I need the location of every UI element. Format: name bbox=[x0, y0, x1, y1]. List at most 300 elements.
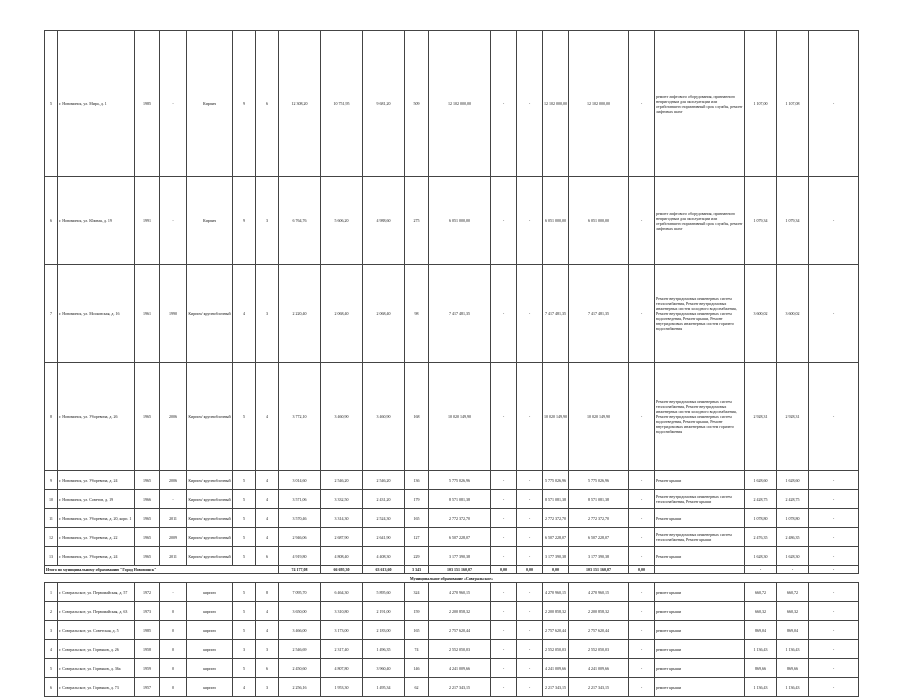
cell-residents: 324 bbox=[405, 583, 429, 602]
cell-floors: 5 bbox=[233, 490, 256, 509]
cell-fund-other: - bbox=[629, 471, 655, 490]
cell-repair-cost: 5 775 026,96 bbox=[429, 471, 491, 490]
cell-floors: 9 bbox=[233, 31, 256, 177]
cell-fund-owners: 7 417 481,35 bbox=[569, 265, 629, 363]
cell-entrances: 4 bbox=[256, 528, 279, 547]
cell-area-residential: 1 495,34 bbox=[363, 678, 405, 697]
cell-fund-federal: - bbox=[491, 363, 517, 471]
cell-repair-cost: 2 772 372,70 bbox=[429, 509, 491, 528]
cell-fund-other: - bbox=[629, 265, 655, 363]
cell-work-types: Ремонт внутридомовых инженерных систем теплоснабжения, Ремонт внутридомовых инженерных систем холодного водоснабжения, Ремонт внутридомовых инженерных систем водоотведения, Ремонт крыши, Ремонт внутридомовых инженерных систем горячего водоснабжения bbox=[655, 265, 745, 363]
cell-repair-cost: 2 217 343,15 bbox=[429, 678, 491, 697]
cell-address: г. Новоминск, ул. Московская, д. 16 bbox=[58, 265, 135, 363]
cell-wall-material: Кирпич/ крупноблочный bbox=[187, 547, 233, 566]
cell-fund-regional: - bbox=[517, 490, 543, 509]
cell-area-residential: 2 524,30 bbox=[363, 509, 405, 528]
cell-fund-federal: - bbox=[491, 583, 517, 602]
cell-row-number: 7 bbox=[45, 265, 58, 363]
cell-unit-cost: 3 600,02 bbox=[745, 265, 777, 363]
cell-fund-federal: - bbox=[491, 31, 517, 177]
cell-row-number: 4 bbox=[45, 640, 58, 659]
cell-area-residential: 2 431,20 bbox=[363, 490, 405, 509]
cell-limit-cost: 1 107,08 bbox=[777, 31, 809, 177]
cell-repair-cost: 2 552 050,03 bbox=[429, 640, 491, 659]
cell-entrances: 3 bbox=[256, 640, 279, 659]
total-fund-2: 0,00 bbox=[517, 566, 543, 574]
cell-work-types: ремонт крыши bbox=[655, 678, 745, 697]
cell-fund-other: - bbox=[629, 528, 655, 547]
cell-wall-material: кирпич bbox=[187, 678, 233, 697]
cell-fund-regional: - bbox=[517, 528, 543, 547]
cell-address: г. Новоминск, ул. Уборевича, д. 26 bbox=[58, 363, 135, 471]
cell-wall-material: Кирпич bbox=[187, 31, 233, 177]
cell-entrances: 3 bbox=[256, 177, 279, 265]
table-row bbox=[45, 528, 859, 547]
cell-fund-other: - bbox=[629, 547, 655, 566]
cell-unit-cost: 1 107,00 bbox=[745, 31, 777, 177]
cell-fund-local: 10 020 149,90 bbox=[543, 363, 569, 471]
cell-planned-date: - bbox=[809, 640, 859, 659]
cell-total-area: 2 450,60 bbox=[279, 659, 321, 678]
cell-planned-date: - bbox=[809, 659, 859, 678]
cell-row-number: 3 bbox=[45, 621, 58, 640]
cell-wall-material: кирпич bbox=[187, 602, 233, 621]
cell-work-types: Ремонт внутридомовых инженерных систем теплоснабжения, Ремонт крыши bbox=[655, 490, 745, 509]
cell-area-residential: 3 460,90 bbox=[363, 363, 405, 471]
cell-fund-federal: - bbox=[491, 547, 517, 566]
cell-residents: 159 bbox=[405, 602, 429, 621]
cell-fund-owners: 2 772 372,70 bbox=[569, 509, 629, 528]
cell-fund-other: - bbox=[629, 602, 655, 621]
cell-unit-cost: 2 476,35 bbox=[745, 528, 777, 547]
cell-year-renovated: 1990 bbox=[160, 265, 187, 363]
cell-total-area: 3 466,00 bbox=[279, 621, 321, 640]
register-sheet bbox=[44, 30, 858, 697]
cell-wall-material: Кирпич/ крупноблочный bbox=[187, 509, 233, 528]
cell-work-types: Ремонт внутридомовых инженерных систем теплоснабжения, Ремонт крыши bbox=[655, 528, 745, 547]
cell-wall-material: кирпич bbox=[187, 621, 233, 640]
cell-year-renovated: 2006 bbox=[160, 471, 187, 490]
cell-area-premises: 3 332,50 bbox=[321, 490, 363, 509]
cell-area-premises: 5 606,20 bbox=[321, 177, 363, 265]
cell-fund-other: - bbox=[629, 509, 655, 528]
cell-year-built: 1957 bbox=[135, 678, 160, 697]
cell-year-built: 1966 bbox=[135, 490, 160, 509]
cell-limit-cost: 1 079,34 bbox=[777, 177, 809, 265]
cell-year-built: 1958 bbox=[135, 640, 160, 659]
cell-unit-cost: 1 136,43 bbox=[745, 640, 777, 659]
cell-entrances: 6 bbox=[256, 547, 279, 566]
cell-fund-federal: - bbox=[491, 621, 517, 640]
cell-work-types: ремонт крыши bbox=[655, 640, 745, 659]
cell-wall-material: Кирпич/ крупноблочный bbox=[187, 528, 233, 547]
cell-total-area: 3 772,10 bbox=[279, 363, 321, 471]
table-row bbox=[45, 640, 859, 659]
cell-fund-federal: - bbox=[491, 659, 517, 678]
cell-fund-federal: - bbox=[491, 678, 517, 697]
table-row bbox=[45, 490, 859, 509]
cell-year-renovated: 0 bbox=[160, 659, 187, 678]
cell-repair-cost: 2 757 620,44 bbox=[429, 621, 491, 640]
cell-unit-cost: 660,32 bbox=[745, 602, 777, 621]
table-row bbox=[45, 547, 859, 566]
cell-fund-local: 2 772 372,70 bbox=[543, 509, 569, 528]
table-row bbox=[45, 471, 859, 490]
cell-year-renovated: 0 bbox=[160, 678, 187, 697]
cell-fund-local: 2 217 343,15 bbox=[543, 678, 569, 697]
cell-floors: 5 bbox=[233, 363, 256, 471]
cell-fund-federal: - bbox=[491, 471, 517, 490]
total-sum: 103 151 160,07 bbox=[429, 566, 491, 574]
cell-area-residential: 2 191,00 bbox=[363, 602, 405, 621]
cell-residents: 136 bbox=[405, 471, 429, 490]
cell-year-built: 1985 bbox=[135, 31, 160, 177]
cell-unit-cost: 1 136,43 bbox=[745, 678, 777, 697]
cell-area-residential: 4 408,30 bbox=[363, 547, 405, 566]
cell-row-number: 9 bbox=[45, 471, 58, 490]
table-row bbox=[45, 583, 859, 602]
cell-area-residential: 1 496,35 bbox=[363, 640, 405, 659]
cell-fund-regional: - bbox=[517, 583, 543, 602]
total-cost-2: - bbox=[777, 566, 809, 574]
cell-area-residential: 9 681,20 bbox=[363, 31, 405, 177]
cell-fund-federal: - bbox=[491, 265, 517, 363]
cell-area-residential: 4 988,60 bbox=[363, 177, 405, 265]
total-residents: 3 343 bbox=[405, 566, 429, 574]
cell-wall-material: Кирпич/ крупноблочный bbox=[187, 471, 233, 490]
cell-row-number: 11 bbox=[45, 509, 58, 528]
cell-area-premises: 2 687,90 bbox=[321, 528, 363, 547]
total-area-1: 74 177,08 bbox=[279, 566, 321, 574]
cell-fund-other: - bbox=[629, 678, 655, 697]
cell-wall-material: Кирпич/ крупноблочный bbox=[187, 490, 233, 509]
cell-wall-material: кирпич bbox=[187, 640, 233, 659]
cell-area-residential: 2 183,00 bbox=[363, 621, 405, 640]
cell-area-premises: 2 317,40 bbox=[321, 640, 363, 659]
cell-entrances: 4 bbox=[256, 602, 279, 621]
cell-unit-cost: 1 628,30 bbox=[745, 547, 777, 566]
cell-fund-regional: - bbox=[517, 659, 543, 678]
cell-area-premises: 4 807,80 bbox=[321, 659, 363, 678]
cell-fund-owners: 10 020 149,90 bbox=[569, 363, 629, 471]
cell-fund-regional: - bbox=[517, 363, 543, 471]
cell-row-number: 2 bbox=[45, 602, 58, 621]
cell-work-types: Ремонт крыши bbox=[655, 471, 745, 490]
cell-year-renovated: 0 bbox=[160, 621, 187, 640]
cell-year-built: 1959 bbox=[135, 659, 160, 678]
cell-total-area: 2 220,40 bbox=[279, 265, 321, 363]
cell-unit-cost: 1 078,80 bbox=[745, 509, 777, 528]
cell-floors: 5 bbox=[233, 621, 256, 640]
cell-limit-cost: 869,66 bbox=[777, 659, 809, 678]
cell-fund-local: 6 051 000,00 bbox=[543, 177, 569, 265]
cell-unit-cost: 869,04 bbox=[745, 621, 777, 640]
cell-wall-material: кирпич bbox=[187, 583, 233, 602]
table-row bbox=[45, 509, 859, 528]
cell-fund-owners: 2 757 620,44 bbox=[569, 621, 629, 640]
cell-area-premises: 10 751,95 bbox=[321, 31, 363, 177]
cell-planned-date: - bbox=[809, 177, 859, 265]
cell-fund-other: - bbox=[629, 621, 655, 640]
cell-address: г. Новоминск, ул. Уборевича, д. 24 bbox=[58, 471, 135, 490]
cell-work-types: Ремонт крыши bbox=[655, 547, 745, 566]
cell-address: г. Совгральское, ул. Первомайская, д. 57 bbox=[58, 583, 135, 602]
total-label: Итого по муниципальному образованию "Город Новоминск" bbox=[45, 566, 279, 574]
table-total-section bbox=[45, 566, 859, 583]
cell-fund-regional: - bbox=[517, 640, 543, 659]
table-row bbox=[45, 602, 859, 621]
cell-fund-local: 5 775 026,96 bbox=[543, 471, 569, 490]
cell-year-built: 1973 bbox=[135, 602, 160, 621]
cell-entrances: 6 bbox=[256, 659, 279, 678]
cell-planned-date: - bbox=[809, 602, 859, 621]
cell-floors: 5 bbox=[233, 659, 256, 678]
cell-area-premises: 3 173,00 bbox=[321, 621, 363, 640]
cell-year-renovated: - bbox=[160, 177, 187, 265]
cell-fund-other: - bbox=[629, 363, 655, 471]
cell-unit-cost: 2 928,31 bbox=[745, 363, 777, 471]
cell-address: г. Новоминск, ул. Южная, д. 19 bbox=[58, 177, 135, 265]
cell-limit-cost: 660,72 bbox=[777, 583, 809, 602]
cell-planned-date: - bbox=[809, 265, 859, 363]
cell-year-renovated: 0 bbox=[160, 640, 187, 659]
cell-year-renovated: - bbox=[160, 31, 187, 177]
cell-total-area: 2 546,69 bbox=[279, 640, 321, 659]
cell-total-area: 2 256,16 bbox=[279, 678, 321, 697]
cell-fund-regional: - bbox=[517, 547, 543, 566]
table-section-novominsk bbox=[45, 31, 859, 566]
cell-planned-date: - bbox=[809, 547, 859, 566]
cell-planned-date: - bbox=[809, 490, 859, 509]
cell-wall-material: Кирпич/ крупноблочный bbox=[187, 265, 233, 363]
cell-limit-cost: 869,04 bbox=[777, 621, 809, 640]
cell-floors: 9 bbox=[233, 177, 256, 265]
cell-area-residential: 2 641,90 bbox=[363, 528, 405, 547]
cell-fund-owners: 8 571 081,38 bbox=[569, 490, 629, 509]
total-fund-1: 0,00 bbox=[491, 566, 517, 574]
cell-floors: 5 bbox=[233, 528, 256, 547]
cell-fund-federal: - bbox=[491, 528, 517, 547]
cell-fund-owners: 6 507 228,07 bbox=[569, 528, 629, 547]
total-area-3: 63 613,60 bbox=[363, 566, 405, 574]
cell-planned-date: - bbox=[809, 363, 859, 471]
total-area-2: 66 695,30 bbox=[321, 566, 363, 574]
cell-year-built: 1965 bbox=[135, 528, 160, 547]
cell-fund-local: 6 507 228,07 bbox=[543, 528, 569, 547]
cell-work-types: ремонт крыши bbox=[655, 621, 745, 640]
cell-fund-local: 2 757 620,44 bbox=[543, 621, 569, 640]
cell-repair-cost: 6 507 228,07 bbox=[429, 528, 491, 547]
cell-row-number: 5 bbox=[45, 31, 58, 177]
cell-repair-cost: 4 270 960,15 bbox=[429, 583, 491, 602]
cell-unit-cost: 1 628,60 bbox=[745, 471, 777, 490]
cell-work-types: ремонт крыши bbox=[655, 602, 745, 621]
cell-planned-date: - bbox=[809, 528, 859, 547]
repair-register-table bbox=[44, 30, 859, 697]
cell-address: г. Новоминск, ул. Уборевича, д. 22 bbox=[58, 528, 135, 547]
cell-wall-material: кирпич bbox=[187, 659, 233, 678]
cell-limit-cost: 1 628,60 bbox=[777, 471, 809, 490]
cell-fund-owners: 5 775 026,96 bbox=[569, 471, 629, 490]
cell-residents: 146 bbox=[405, 659, 429, 678]
cell-repair-cost: 6 051 000,00 bbox=[429, 177, 491, 265]
cell-fund-regional: - bbox=[517, 509, 543, 528]
cell-fund-regional: - bbox=[517, 621, 543, 640]
cell-total-area: 3 570,46 bbox=[279, 509, 321, 528]
cell-fund-owners: 2 217 343,15 bbox=[569, 678, 629, 697]
cell-year-built: 1965 bbox=[135, 509, 160, 528]
cell-area-residential: 2 546,20 bbox=[363, 471, 405, 490]
cell-work-types: Ремонт внутридомовых инженерных систем теплоснабжения, Ремонт внутридомовых инженерных систем холодного водоснабжения, Ремонт внутридомовых инженерных систем водоотведения, Ремонт крыши, Ремонт внутридомовых инженерных систем горячего водоснабжения bbox=[655, 363, 745, 471]
cell-fund-regional: - bbox=[517, 678, 543, 697]
cell-area-residential: 2 068,40 bbox=[363, 265, 405, 363]
cell-year-built: 1972 bbox=[135, 583, 160, 602]
cell-repair-cost: 10 020 149,90 bbox=[429, 363, 491, 471]
cell-year-renovated: 2011 bbox=[160, 547, 187, 566]
cell-planned-date: - bbox=[809, 471, 859, 490]
cell-address: г. Совгральское, ул. Первомайская, д. 63 bbox=[58, 602, 135, 621]
cell-year-built: 1991 bbox=[135, 177, 160, 265]
cell-year-renovated: 2009 bbox=[160, 528, 187, 547]
cell-fund-regional: - bbox=[517, 602, 543, 621]
cell-limit-cost: 1 136,43 bbox=[777, 640, 809, 659]
cell-year-renovated: 0 bbox=[160, 602, 187, 621]
cell-residents: 229 bbox=[405, 547, 429, 566]
cell-total-area: 3 014,60 bbox=[279, 471, 321, 490]
cell-area-premises: 3 460,90 bbox=[321, 363, 363, 471]
cell-repair-cost: 12 102 000,00 bbox=[429, 31, 491, 177]
cell-entrances: 6 bbox=[256, 31, 279, 177]
cell-address: г. Совгральское, ул. Горняков, д. 73 bbox=[58, 678, 135, 697]
cell-work-types: Ремонт крыши bbox=[655, 509, 745, 528]
cell-row-number: 5 bbox=[45, 659, 58, 678]
cell-fund-regional: - bbox=[517, 471, 543, 490]
cell-floors: 5 bbox=[233, 547, 256, 566]
cell-unit-cost: 869,66 bbox=[745, 659, 777, 678]
cell-fund-federal: - bbox=[491, 509, 517, 528]
cell-year-built: 1961 bbox=[135, 265, 160, 363]
cell-residents: 62 bbox=[405, 678, 429, 697]
cell-total-area: 4 919,80 bbox=[279, 547, 321, 566]
cell-year-built: 1965 bbox=[135, 547, 160, 566]
cell-row-number: 6 bbox=[45, 678, 58, 697]
cell-floors: 4 bbox=[233, 678, 256, 697]
cell-entrances: 4 bbox=[256, 621, 279, 640]
cell-residents: 98 bbox=[405, 265, 429, 363]
cell-work-types: ремонт лифтового оборудования, признанного непригодным для эксплуатации или отработавшего нормативный срок службы, ремонт лифтовых шахт bbox=[655, 177, 745, 265]
cell-floors: 5 bbox=[233, 602, 256, 621]
cell-entrances: 4 bbox=[256, 363, 279, 471]
cell-fund-owners: 2 552 050,03 bbox=[569, 640, 629, 659]
cell-floors: 5 bbox=[233, 471, 256, 490]
cell-residents: 509 bbox=[405, 31, 429, 177]
cell-fund-owners: 4 270 960,15 bbox=[569, 583, 629, 602]
table-row bbox=[45, 678, 859, 697]
cell-year-built: 1965 bbox=[135, 363, 160, 471]
cell-entrances: 4 bbox=[256, 509, 279, 528]
cell-limit-cost: 2 428,75 bbox=[777, 490, 809, 509]
cell-fund-other: - bbox=[629, 659, 655, 678]
cell-wall-material: Кирпич/ крупноблочный bbox=[187, 363, 233, 471]
cell-limit-cost: 2 486,35 bbox=[777, 528, 809, 547]
cell-repair-cost: 8 571 081,38 bbox=[429, 490, 491, 509]
cell-fund-owners: 6 051 000,00 bbox=[569, 177, 629, 265]
total-fund-3: 103 151 160,07 bbox=[569, 566, 629, 574]
cell-fund-federal: - bbox=[491, 640, 517, 659]
municipality-header-row bbox=[45, 574, 859, 583]
cell-fund-local: 2 200 858,32 bbox=[543, 602, 569, 621]
cell-fund-owners: 2 200 858,32 bbox=[569, 602, 629, 621]
cell-fund-owners: 3 177 390,38 bbox=[569, 547, 629, 566]
cell-planned-date: - bbox=[809, 678, 859, 697]
cell-area-residential: 5 895,60 bbox=[363, 583, 405, 602]
cell-planned-date: - bbox=[809, 31, 859, 177]
cell-fund-other: - bbox=[629, 31, 655, 177]
cell-entrances: 4 bbox=[256, 471, 279, 490]
total-fund-5: 0,00 bbox=[629, 566, 655, 574]
cell-repair-cost: 2 200 858,32 bbox=[429, 602, 491, 621]
cell-fund-other: - bbox=[629, 640, 655, 659]
table-row bbox=[45, 265, 859, 363]
cell-address: г. Совгральское, ул. Советская, д. 5 bbox=[58, 621, 135, 640]
cell-address: г. Совгральское, ул. Горняков, д. 26 bbox=[58, 640, 135, 659]
cell-fund-local: 8 571 081,38 bbox=[543, 490, 569, 509]
cell-work-types: ремонт лифтового оборудования, признанного непригодным для эксплуатации или отработавшего нормативный срок службы, ремонт лифтовых шахт bbox=[655, 31, 745, 177]
cell-fund-owners: 4 241 009,66 bbox=[569, 659, 629, 678]
cell-row-number: 12 bbox=[45, 528, 58, 547]
cell-limit-cost: 2 928,31 bbox=[777, 363, 809, 471]
cell-fund-owners: 12 102 000,00 bbox=[569, 31, 629, 177]
cell-area-premises: 2 546,20 bbox=[321, 471, 363, 490]
cell-fund-local: 4 270 960,15 bbox=[543, 583, 569, 602]
cell-repair-cost: 7 417 481,35 bbox=[429, 265, 491, 363]
cell-year-renovated: - bbox=[160, 583, 187, 602]
cell-address: г. Новоминск, ул. Уборевича, д. 24 bbox=[58, 547, 135, 566]
cell-limit-cost: 1 628,30 bbox=[777, 547, 809, 566]
cell-floors: 5 bbox=[233, 509, 256, 528]
cell-residents: 165 bbox=[405, 621, 429, 640]
cell-area-residential: 3 960,40 bbox=[363, 659, 405, 678]
cell-floors: 5 bbox=[233, 583, 256, 602]
cell-planned-date: - bbox=[809, 621, 859, 640]
cell-unit-cost: 2 428,75 bbox=[745, 490, 777, 509]
cell-residents: 127 bbox=[405, 528, 429, 547]
cell-total-area: 7 095,70 bbox=[279, 583, 321, 602]
cell-unit-cost: 660,72 bbox=[745, 583, 777, 602]
cell-fund-local: 4 241 009,66 bbox=[543, 659, 569, 678]
cell-residents: 168 bbox=[405, 363, 429, 471]
cell-row-number: 1 bbox=[45, 583, 58, 602]
cell-fund-federal: - bbox=[491, 490, 517, 509]
cell-residents: 275 bbox=[405, 177, 429, 265]
cell-address: г. Новоминск, ул. Советов, д. 19 bbox=[58, 490, 135, 509]
cell-fund-regional: - bbox=[517, 265, 543, 363]
table-row bbox=[45, 659, 859, 678]
cell-total-area: 3 650,00 bbox=[279, 602, 321, 621]
cell-residents: 74 bbox=[405, 640, 429, 659]
cell-work-types: ремонт крыши bbox=[655, 659, 745, 678]
cell-work-types: ремонт крыши bbox=[655, 583, 745, 602]
cell-limit-cost: 1 078,80 bbox=[777, 509, 809, 528]
cell-address: г. Новоминск, ул. Уборевича, д. 20, корп. 1 bbox=[58, 509, 135, 528]
cell-unit-cost: 1 079,34 bbox=[745, 177, 777, 265]
cell-fund-regional: - bbox=[517, 177, 543, 265]
cell-total-area: 6 764,76 bbox=[279, 177, 321, 265]
table-row bbox=[45, 31, 859, 177]
cell-limit-cost: 3 600,02 bbox=[777, 265, 809, 363]
cell-floors: 4 bbox=[233, 265, 256, 363]
cell-year-built: 1965 bbox=[135, 471, 160, 490]
